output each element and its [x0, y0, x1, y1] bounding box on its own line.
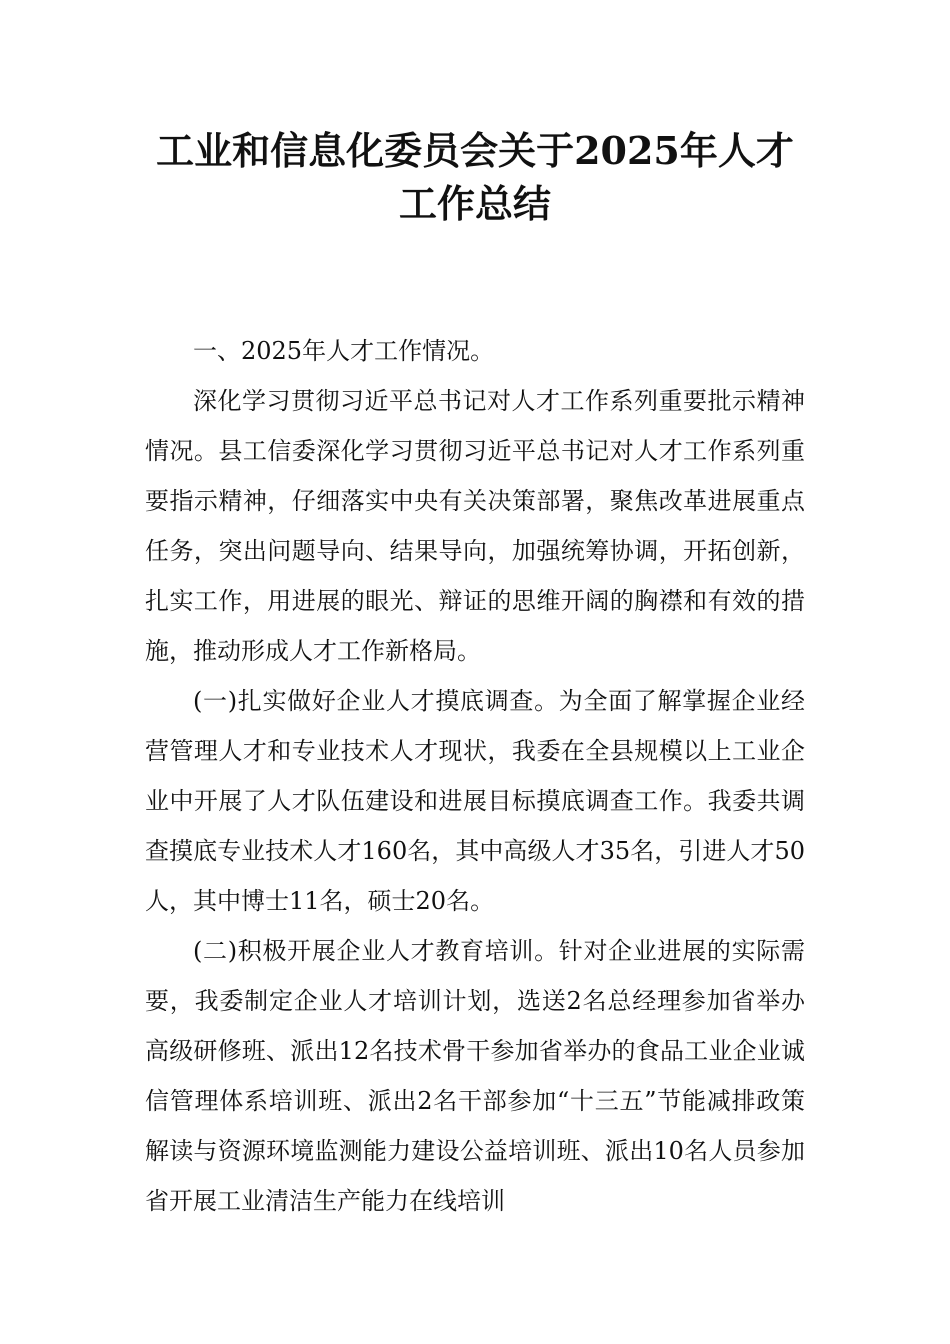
document-body	[145, 326, 805, 1226]
body-paragraph: 深化学习贯彻习近平总书记对人才工作系列重要批示精神情况。县工信委深化学习贯彻习近平总书记对人才工作系列重要指示精神，仔细落实中央有关决策部署，聚焦改革进展重点任务，突出问题导向、结果导向，加强统筹协调，开拓创新，扎实工作，用进展的眼光、辩证的思维开阔的胸襟和有效的措施，推动形成人才工作新格局。	[145, 387, 805, 665]
document-title: 工业和信息化委员会关于2025年人才工作总结	[156, 128, 794, 226]
body-paragraph: (二)积极开展企业人才教育培训。针对企业进展的实际需要，我委制定企业人才培训计划，选送2名总经理参加省举办高级研修班、派出12名技术骨干参加省举办的食品工业企业诚信管理体系培训班、派出2名干部参加“十三五”节能减排政策解读与资源环境监测能力建设公益培训班、派出10名人员参加省开展工业清洁生产能力在线培训	[145, 937, 805, 1215]
section-heading: 一、2025年人才工作情况。	[193, 337, 495, 365]
body-paragraph: (一)扎实做好企业人才摸底调查。为全面了解掌握企业经营管理人才和专业技术人才现状，我委在全县规模以上工业企业中开展了人才队伍建设和进展目标摸底调查工作。我委共调查摸底专业技术人才160名，其中高级人才35名，引进人才50人，其中博士11名，硕士20名。	[145, 687, 805, 915]
